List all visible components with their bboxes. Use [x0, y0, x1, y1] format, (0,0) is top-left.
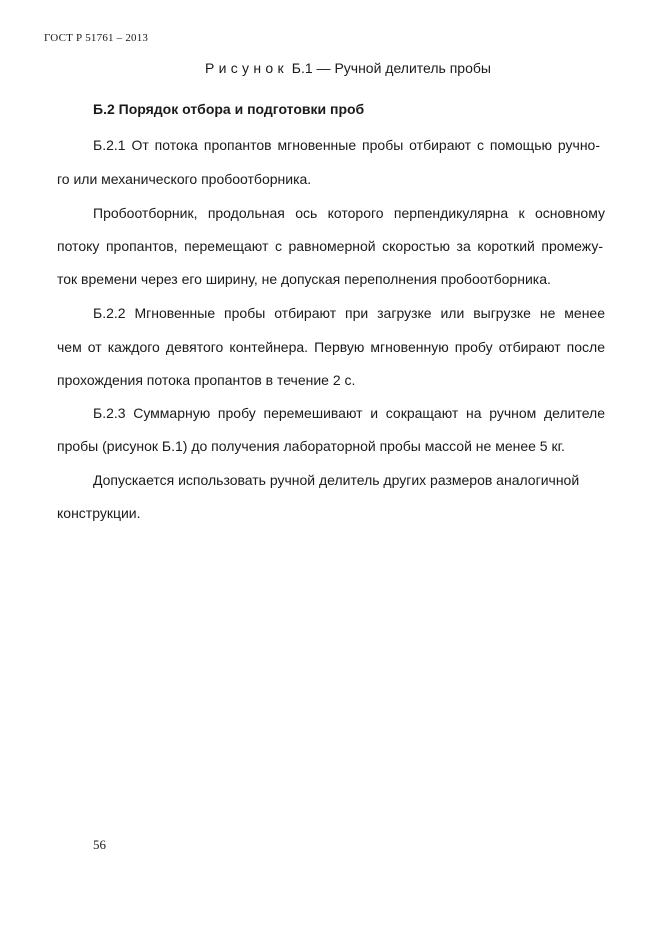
paragraph-b21-line-1: Б.2.1 От потока пропантов мгновенные пробы отбирают с помощью ручно-	[93, 137, 600, 153]
figure-caption-text: Б.1 — Ручной делитель пробы	[287, 60, 491, 76]
section-heading: Б.2 Порядок отбора и подготовки проб	[93, 101, 365, 117]
paragraph-b22-line-1: Б.2.2 Мгновенные пробы отбирают при загрузке или выгрузке не менее	[93, 305, 605, 321]
document-header: ГОСТ Р 51761 – 2013	[44, 32, 149, 44]
paragraph-allowed-line-1: Допускается использовать ручной делитель других размеров аналогичной	[93, 472, 580, 488]
paragraph-sampler-line-1: Пробоотборник, продольная ось которого перпендикулярна к основному	[93, 205, 605, 221]
figure-caption-prefix: Рисунок	[205, 60, 288, 76]
paragraph-b23-line-2: пробы (рисунок Б.1) до получения лабораторной пробы массой не менее 5 кг.	[57, 438, 565, 454]
paragraph-b21-line-2: го или механического пробоотборника.	[57, 171, 312, 187]
paragraph-allowed-line-2: конструкции.	[57, 505, 141, 521]
paragraph-b22-line-3: прохождения потока пропантов в течение 2 с.	[57, 372, 356, 388]
paragraph-sampler-line-2: потоку пропантов, перемещают с равномерной скоростью за короткий промежу-	[57, 238, 603, 254]
paragraph-b22-line-2: чем от каждого девятого контейнера. Первую мгновенную пробу отбирают после	[57, 339, 605, 355]
figure-caption	[205, 60, 491, 76]
paragraph-sampler-line-3: ток времени через его ширину, не допуская переполнения пробоотборника.	[57, 271, 551, 287]
paragraph-b23-line-1: Б.2.3 Суммарную пробу перемешивают и сокращают на ручном делителе	[93, 405, 605, 421]
page-number: 56	[93, 837, 106, 852]
